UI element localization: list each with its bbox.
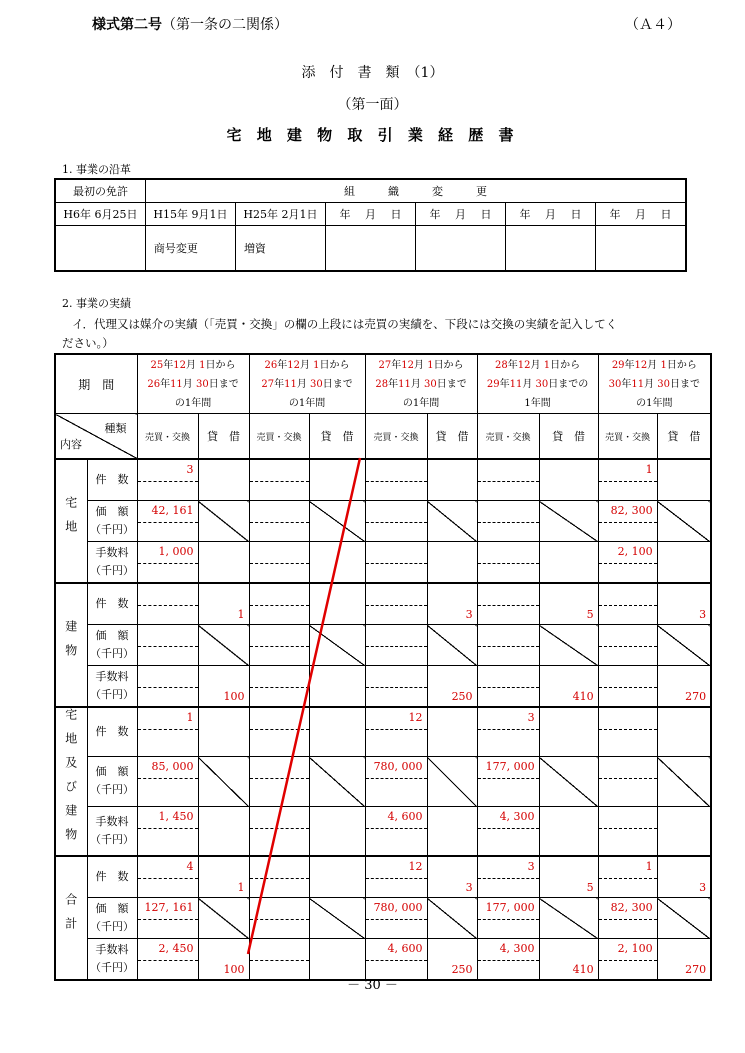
period-line: 29年12月 1日から — [611, 359, 697, 371]
value: 1 — [237, 881, 245, 894]
lease-header: 貸 借 — [198, 414, 249, 460]
first-license-date: H6年 6月25日 — [55, 203, 145, 226]
group-name: 合計 — [63, 892, 78, 941]
value: 1 — [186, 711, 194, 724]
row-label-main: 手数料 — [95, 814, 129, 828]
value: 1, 450 — [158, 809, 194, 823]
doc-title: 添 付 書 類 （1） — [301, 65, 444, 81]
lease-header: 貸 借 — [427, 414, 477, 460]
section2-heading: 2. 事業の実績 — [62, 297, 131, 310]
value: 270 — [685, 690, 707, 703]
value: 100 — [223, 690, 245, 703]
value: 1 — [237, 608, 245, 621]
sale-exchange-header: 売買・交換 — [137, 414, 198, 460]
group-name: 建物 — [63, 619, 78, 668]
period-line: 25年12月 1日から — [150, 359, 236, 371]
row-label-main: 価 額 — [95, 765, 129, 779]
row-label-unit: （千円） — [90, 647, 134, 660]
value: 42, 161 — [151, 504, 194, 517]
value: 2, 100 — [617, 942, 653, 955]
period-line: 26年11月 30日まで — [147, 378, 239, 390]
change-date: 年 月 日 — [325, 203, 415, 226]
sale-exchange-header: 売買・交換 — [365, 414, 427, 460]
row-label-unit: （千円） — [90, 783, 134, 797]
row-label-unit: （千円） — [90, 523, 134, 536]
value: 5 — [586, 881, 594, 894]
value: 82, 300 — [610, 901, 653, 914]
value: 410 — [572, 963, 594, 976]
value: 100 — [223, 963, 245, 976]
section1-heading: 1. 事業の沿革 — [62, 163, 131, 176]
period-label: 期 間 — [55, 354, 137, 414]
row-label-main: 価 額 — [95, 629, 129, 642]
row-label-main: 手数料 — [95, 546, 129, 559]
row-label-main: 価 額 — [95, 505, 129, 518]
lease-header: 貸 借 — [657, 414, 711, 460]
value: 3 — [527, 860, 535, 873]
doc-subtitle: （第一面） — [337, 97, 408, 113]
value: 3 — [527, 711, 535, 724]
row-label-main: 件 数 — [95, 725, 129, 739]
value: 4, 300 — [499, 809, 535, 823]
change-date: H25年 2月1日 — [235, 203, 325, 226]
period-line: 28年11月 30日まで — [375, 378, 467, 390]
value: 3 — [465, 608, 473, 621]
section2-instruction-cont: ださい。） — [62, 336, 114, 350]
value: 4 — [186, 860, 194, 873]
row-label-unit: （千円） — [90, 961, 134, 974]
period-line: の1年間 — [636, 397, 673, 409]
value: 3 — [699, 881, 707, 894]
row-label-unit: （千円） — [90, 688, 134, 701]
period-line: の1年間 — [288, 397, 326, 409]
value: 4, 600 — [387, 809, 423, 823]
value: 250 — [451, 963, 473, 976]
period-line: 30年11月 30日まで — [608, 378, 701, 390]
period-line: 27年12月 1日から — [378, 359, 464, 371]
value: 5 — [586, 608, 594, 621]
value: 127, 161 — [144, 901, 194, 914]
value: 12 — [408, 711, 423, 724]
form-name: 様式第二号（第一条の二関係） — [92, 17, 288, 33]
change-date: 年 月 日 — [415, 203, 505, 226]
value: 82, 300 — [610, 504, 653, 517]
row-label-unit: （千円） — [90, 920, 134, 933]
period-line: 29年11月 30日までの — [486, 378, 589, 390]
value: 2, 100 — [617, 545, 653, 558]
value: 780, 000 — [373, 901, 423, 914]
row-label-main: 件 数 — [95, 473, 129, 486]
value: 1 — [645, 860, 653, 873]
period-line: 28年12月 1日から — [495, 359, 581, 371]
lease-header: 貸 借 — [309, 414, 365, 460]
lease-header: 貸 借 — [539, 414, 598, 460]
period-line: の1年間 — [174, 397, 212, 409]
row-label-main: 件 数 — [95, 870, 129, 883]
row-label-main: 価 額 — [95, 902, 129, 915]
change-item: 商号変更 — [145, 226, 235, 272]
value: 1 — [645, 463, 653, 476]
first-license-label: 最初の免許 — [55, 179, 145, 203]
value: 1, 000 — [158, 545, 194, 558]
section2-instruction: イ．代理又は媒介の実績（「売買・交換」の欄の上段には売買の実績を、下段には交換の実績を記入してく — [72, 317, 618, 331]
row-label-main: 件 数 — [95, 597, 129, 610]
value: 177, 000 — [485, 760, 535, 774]
group-name: 宅地及び建物 — [63, 708, 78, 852]
sale-exchange-header: 売買・交換 — [249, 414, 309, 460]
value: 177, 000 — [485, 901, 535, 914]
value: 3 — [465, 881, 473, 894]
value: 410 — [572, 690, 594, 703]
sale-exchange-header: 売買・交換 — [477, 414, 539, 460]
value: 4, 600 — [387, 942, 423, 955]
period-line: 27年11月 30日まで — [261, 378, 353, 390]
change-date: H15年 9月1日 — [145, 203, 235, 226]
paper-size: （Ａ４） — [625, 17, 681, 33]
value: 3 — [699, 608, 707, 621]
group-name: 宅地 — [63, 495, 78, 544]
value: 3 — [186, 463, 194, 476]
period-line: 1年間 — [524, 397, 551, 409]
value: 4, 300 — [499, 942, 535, 955]
row-label-unit: （千円） — [90, 564, 134, 577]
content-label: 内容 — [60, 438, 82, 451]
value: 2, 450 — [158, 942, 194, 955]
page-number: － 30 － — [347, 978, 398, 993]
change-date: 年 月 日 — [505, 203, 595, 226]
value: 12 — [408, 860, 423, 873]
change-date: 年 月 日 — [595, 203, 686, 226]
period-line: 26年12月 1日から — [264, 359, 350, 371]
change-item: 増資 — [235, 226, 325, 272]
value: 780, 000 — [373, 760, 423, 774]
value: 250 — [451, 690, 473, 703]
sale-exchange-header: 売買・交換 — [598, 414, 657, 460]
main-title: 宅 地 建 物 取 引 業 経 歴 書 — [226, 126, 519, 144]
kind-label: 種類 — [104, 422, 127, 435]
row-label-unit: （千円） — [90, 832, 134, 846]
value: 85, 000 — [151, 760, 194, 774]
value: 270 — [685, 963, 707, 976]
period-line: の1年間 — [402, 397, 440, 409]
row-label-main: 手数料 — [95, 943, 129, 956]
red-strike-mark — [248, 458, 360, 954]
row-label-main: 手数料 — [95, 670, 129, 683]
org-change-label: 組 織 変 更 — [145, 179, 686, 203]
